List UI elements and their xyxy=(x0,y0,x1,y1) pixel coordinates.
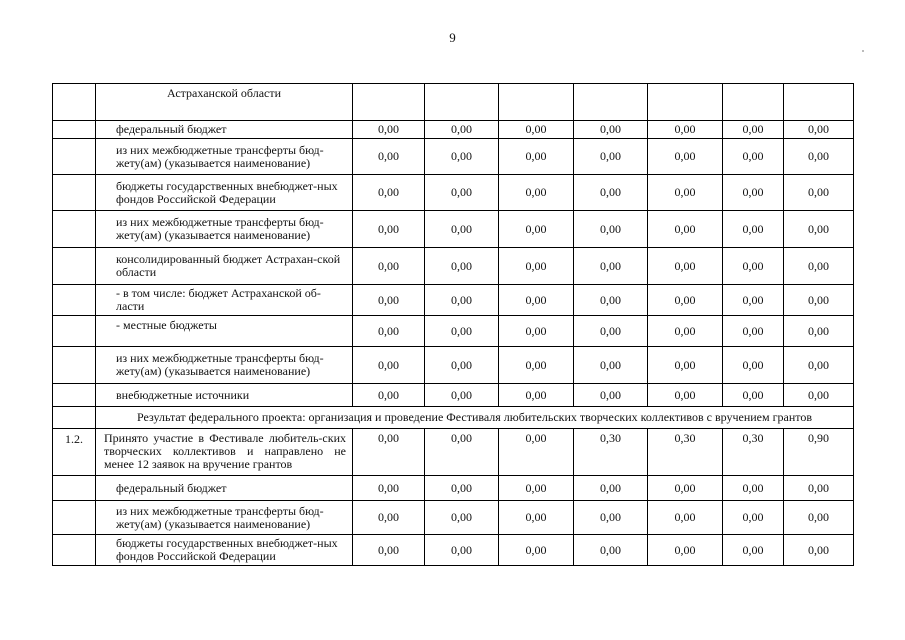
row-label: из них межбюджетные трансферты бюд-жету(ам) (указывается наименование) xyxy=(96,139,353,175)
value-cell: 0,00 xyxy=(574,121,648,139)
value-cell: 0,00 xyxy=(784,535,854,566)
value-cell: 0,00 xyxy=(574,501,648,535)
value-cell: 0,00 xyxy=(723,248,784,285)
value-cell: 0,00 xyxy=(648,316,723,347)
value-cell: 0,00 xyxy=(723,501,784,535)
value-cell: 0,00 xyxy=(353,316,425,347)
value-cell: 0,00 xyxy=(784,501,854,535)
value-cell: 0,00 xyxy=(425,121,499,139)
value-cell: 0,00 xyxy=(574,248,648,285)
value-cell: 0,00 xyxy=(353,429,425,476)
value-cell: 0,30 xyxy=(723,429,784,476)
value-cell: 0,00 xyxy=(353,476,425,501)
row-label: внебюджетные источники xyxy=(96,384,353,407)
row-index: 1.2. xyxy=(53,429,96,476)
value-cell: 0,00 xyxy=(425,384,499,407)
value-cell: 0,00 xyxy=(723,535,784,566)
table-row xyxy=(53,407,854,429)
value-cell: 0,00 xyxy=(499,121,574,139)
value-cell: 0,00 xyxy=(784,384,854,407)
value-cell: 0,00 xyxy=(648,248,723,285)
index-cell xyxy=(53,384,96,407)
value-cell: 0,00 xyxy=(499,316,574,347)
value-cell: 0,30 xyxy=(574,429,648,476)
value-cell xyxy=(784,84,854,121)
index-cell xyxy=(53,476,96,501)
budget-table xyxy=(52,83,854,566)
value-cell: 0,00 xyxy=(723,316,784,347)
value-cell: 0,00 xyxy=(353,535,425,566)
value-cell: 0,00 xyxy=(574,175,648,211)
value-cell: 0,00 xyxy=(425,316,499,347)
result-heading: Результат федерального проекта: организация и проведение Фестиваля любительских творческих коллективов с вручением грантов xyxy=(96,407,854,429)
index-cell xyxy=(53,175,96,211)
value-cell: 0,00 xyxy=(784,121,854,139)
value-cell: 0,00 xyxy=(574,384,648,407)
value-cell: 0,00 xyxy=(353,121,425,139)
value-cell: 0,00 xyxy=(353,175,425,211)
index-cell xyxy=(53,139,96,175)
value-cell: 0,00 xyxy=(353,285,425,316)
value-cell: 0,00 xyxy=(648,175,723,211)
value-cell: 0,00 xyxy=(353,248,425,285)
value-cell: 0,00 xyxy=(574,535,648,566)
index-cell xyxy=(53,535,96,566)
value-cell: 0,00 xyxy=(574,211,648,248)
table-row xyxy=(53,139,854,175)
table-row xyxy=(53,175,854,211)
table-row xyxy=(53,285,854,316)
value-cell: 0,00 xyxy=(648,285,723,316)
table-row xyxy=(53,121,854,139)
index-cell xyxy=(53,248,96,285)
value-cell: 0,00 xyxy=(648,347,723,384)
value-cell: 0,00 xyxy=(425,175,499,211)
table-row xyxy=(53,316,854,347)
value-cell: 0,00 xyxy=(425,211,499,248)
value-cell: 0,30 xyxy=(648,429,723,476)
value-cell: 0,00 xyxy=(784,347,854,384)
value-cell: 0,00 xyxy=(425,476,499,501)
table-body xyxy=(53,84,854,566)
value-cell: 0,00 xyxy=(574,347,648,384)
value-cell: 0,00 xyxy=(648,139,723,175)
row-label: из них межбюджетные трансферты бюд-жету(ам) (указывается наименование) xyxy=(96,211,353,248)
row-label: Астраханской области xyxy=(96,84,353,121)
row-label: - местные бюджеты xyxy=(96,316,353,347)
index-cell xyxy=(53,316,96,347)
value-cell: 0,00 xyxy=(574,285,648,316)
index-cell xyxy=(53,121,96,139)
value-cell: 0,00 xyxy=(574,316,648,347)
value-cell: 0,00 xyxy=(499,175,574,211)
value-cell: 0,00 xyxy=(499,211,574,248)
value-cell: 0,00 xyxy=(574,476,648,501)
value-cell: 0,00 xyxy=(425,535,499,566)
value-cell: 0,00 xyxy=(425,347,499,384)
table-row xyxy=(53,84,854,121)
value-cell: 0,00 xyxy=(648,384,723,407)
row-label: - в том числе: бюджет Астраханской об-ласти xyxy=(96,285,353,316)
value-cell xyxy=(499,84,574,121)
value-cell: 0,00 xyxy=(723,175,784,211)
table-row xyxy=(53,476,854,501)
page-number: 9 xyxy=(449,30,456,45)
value-cell: 0,00 xyxy=(353,384,425,407)
row-label: из них межбюджетные трансферты бюд-жету(ам) (указывается наименование) xyxy=(96,347,353,384)
value-cell: 0,00 xyxy=(425,501,499,535)
value-cell: 0,00 xyxy=(784,139,854,175)
value-cell: 0,00 xyxy=(648,211,723,248)
value-cell: 0,00 xyxy=(499,248,574,285)
value-cell: 0,00 xyxy=(784,211,854,248)
value-cell: 0,00 xyxy=(499,501,574,535)
value-cell: 0,00 xyxy=(648,535,723,566)
row-label: Принято участие в Фестивале любитель-ских творческих коллективов и направлено не менее 12 заявок на вручение грантов xyxy=(96,429,353,476)
row-label: федеральный бюджет xyxy=(96,121,353,139)
scan-speck xyxy=(862,50,864,52)
value-cell: 0,00 xyxy=(425,429,499,476)
table-row xyxy=(53,535,854,566)
table-row xyxy=(53,429,854,476)
value-cell: 0,00 xyxy=(499,429,574,476)
value-cell: 0,00 xyxy=(723,139,784,175)
value-cell: 0,00 xyxy=(499,347,574,384)
value-cell: 0,00 xyxy=(648,121,723,139)
index-cell xyxy=(53,407,96,429)
value-cell xyxy=(574,84,648,121)
value-cell: 0,00 xyxy=(353,211,425,248)
row-label: федеральный бюджет xyxy=(96,476,353,501)
value-cell xyxy=(425,84,499,121)
index-cell xyxy=(53,347,96,384)
value-cell: 0,00 xyxy=(723,285,784,316)
value-cell: 0,00 xyxy=(784,175,854,211)
table-row xyxy=(53,211,854,248)
value-cell: 0,00 xyxy=(784,248,854,285)
value-cell: 0,00 xyxy=(353,501,425,535)
value-cell: 0,00 xyxy=(784,316,854,347)
index-cell xyxy=(53,285,96,316)
value-cell: 0,00 xyxy=(499,384,574,407)
row-label: из них межбюджетные трансферты бюд-жету(ам) (указывается наименование) xyxy=(96,501,353,535)
value-cell: 0,00 xyxy=(723,384,784,407)
value-cell: 0,00 xyxy=(574,139,648,175)
value-cell: 0,00 xyxy=(648,501,723,535)
value-cell: 0,00 xyxy=(353,139,425,175)
table-row xyxy=(53,384,854,407)
value-cell: 0,00 xyxy=(425,285,499,316)
value-cell: 0,00 xyxy=(648,476,723,501)
value-cell: 0,00 xyxy=(723,211,784,248)
index-cell xyxy=(53,211,96,248)
value-cell xyxy=(353,84,425,121)
value-cell: 0,00 xyxy=(425,248,499,285)
value-cell: 0,00 xyxy=(499,535,574,566)
value-cell: 0,00 xyxy=(499,476,574,501)
value-cell xyxy=(723,84,784,121)
row-label: консолидированный бюджет Астрахан-ской области xyxy=(96,248,353,285)
value-cell: 0,00 xyxy=(784,285,854,316)
value-cell: 0,00 xyxy=(353,347,425,384)
row-label: бюджеты государственных внебюджет-ных фондов Российской Федерации xyxy=(96,175,353,211)
value-cell: 0,00 xyxy=(723,347,784,384)
row-label: бюджеты государственных внебюджет-ных фондов Российской Федерации xyxy=(96,535,353,566)
table-row xyxy=(53,347,854,384)
value-cell xyxy=(648,84,723,121)
value-cell: 0,00 xyxy=(723,121,784,139)
index-cell xyxy=(53,501,96,535)
value-cell: 0,00 xyxy=(499,285,574,316)
value-cell: 0,00 xyxy=(784,476,854,501)
table-row xyxy=(53,248,854,285)
index-cell xyxy=(53,84,96,121)
table-row xyxy=(53,501,854,535)
value-cell: 0,00 xyxy=(723,476,784,501)
value-cell: 0,00 xyxy=(425,139,499,175)
value-cell: 0,90 xyxy=(784,429,854,476)
value-cell: 0,00 xyxy=(499,139,574,175)
